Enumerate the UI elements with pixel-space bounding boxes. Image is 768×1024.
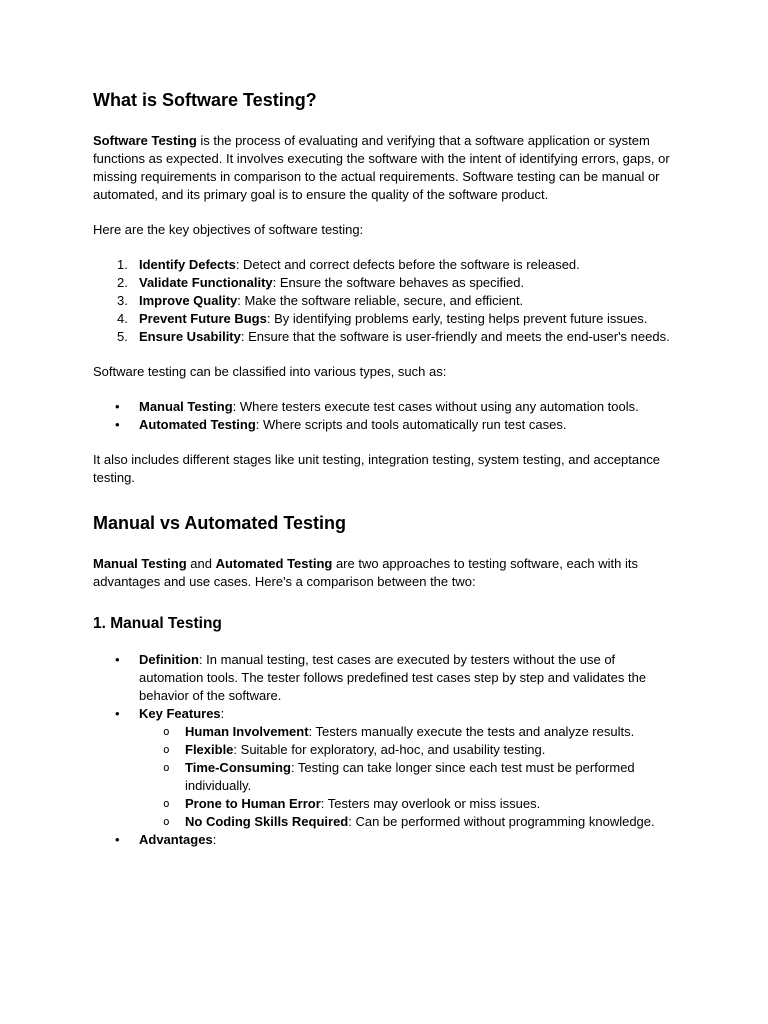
- list-number: 5.: [117, 329, 128, 344]
- feature-text: : Testers manually execute the tests and analyze results.: [308, 724, 635, 739]
- feature-item: [139, 723, 683, 741]
- key-features-list: [139, 723, 683, 831]
- manual-testing-term: Manual Testing: [93, 556, 187, 571]
- testing-type-term: Manual Testing: [139, 399, 233, 414]
- definition-text: : In manual testing, test cases are executed by testers without the use of automation tools. The tester follows predefined test cases step by step and validates the behavior of the software.: [139, 652, 647, 703]
- key-features-item: [93, 705, 683, 831]
- circle-bullet-icon: o: [163, 761, 170, 774]
- feature-item: [139, 813, 683, 831]
- feature-item: [139, 795, 683, 813]
- objective-term: Identify Defects: [139, 257, 236, 272]
- feature-text: : Can be performed without programming knowledge.: [348, 814, 655, 829]
- feature-item: [139, 759, 683, 795]
- objective-text: : Make the software reliable, secure, and efficient.: [237, 293, 524, 308]
- objective-text: : Ensure that the software is user-friendly and meets the end-user's needs.: [240, 329, 670, 344]
- automated-testing-term: Automated Testing: [215, 556, 333, 571]
- definition-term: Definition: [139, 652, 199, 667]
- objective-term: Validate Functionality: [139, 275, 273, 290]
- feature-term: Human Involvement: [185, 724, 309, 739]
- types-lead: Software testing can be classified into various types, such as:: [93, 364, 447, 379]
- intro-text: is the process of evaluating and verifying that a software application or system functions as expected. It involves executing the software with the intent of identifying errors, gaps, or missing requirements in comparison to the actual requirements. Software testing can be manual or automated, and its primary goal is to ensure the quality of the software product.: [93, 133, 670, 202]
- testing-type-item: [93, 416, 683, 434]
- objective-text: : By identifying problems early, testing helps prevent future issues.: [266, 311, 648, 326]
- list-number: 2.: [117, 275, 128, 290]
- heading-manual-vs-automated: Manual vs Automated Testing: [93, 513, 347, 533]
- feature-term: No Coding Skills Required: [185, 814, 349, 829]
- key-features-colon: :: [220, 706, 225, 721]
- key-features-term: Key Features: [139, 706, 221, 721]
- objective-term: Ensure Usability: [139, 329, 241, 344]
- circle-bullet-icon: o: [163, 815, 170, 828]
- testing-type-text: : Where scripts and tools automatically run test cases.: [255, 417, 567, 432]
- objective-item: [93, 256, 683, 274]
- objectives-lead: Here are the key objectives of software testing:: [93, 222, 364, 237]
- feature-term: Flexible: [185, 742, 234, 757]
- objective-item: [93, 310, 683, 328]
- objective-term: Improve Quality: [139, 293, 238, 308]
- heading-manual-testing: 1. Manual Testing: [93, 615, 222, 632]
- objective-item: [93, 328, 683, 346]
- feature-item: [139, 741, 683, 759]
- testing-types-list: [93, 398, 683, 434]
- feature-text: : Suitable for exploratory, ad-hoc, and usability testing.: [233, 742, 546, 757]
- definition-item: [93, 651, 683, 705]
- testing-type-item: [93, 398, 683, 416]
- manual-testing-list: [93, 651, 683, 849]
- circle-bullet-icon: o: [163, 743, 170, 756]
- list-number: 4.: [117, 311, 128, 326]
- intro-paragraph: [93, 132, 683, 204]
- objective-text: : Ensure the software behaves as specified.: [272, 275, 525, 290]
- objective-text: : Detect and correct defects before the software is released.: [235, 257, 580, 272]
- feature-text: : Testers may overlook or miss issues.: [320, 796, 541, 811]
- feature-term: Time-Consuming: [185, 760, 291, 775]
- heading-what-is-software-testing: What is Software Testing?: [93, 90, 317, 110]
- advantages-colon: :: [212, 832, 217, 847]
- comparison-intro: [93, 555, 683, 591]
- objective-item: [93, 274, 683, 292]
- feature-text: : Testing can take longer since each test must be performed individually.: [185, 760, 635, 793]
- document-body: [93, 88, 683, 866]
- advantages-item: [93, 831, 683, 849]
- stages-paragraph: It also includes different stages like unit testing, integration testing, system testing, and acceptance testing.: [93, 452, 661, 485]
- feature-term: Prone to Human Error: [185, 796, 321, 811]
- objective-item: [93, 292, 683, 310]
- testing-type-term: Automated Testing: [139, 417, 256, 432]
- objectives-list: [93, 256, 683, 346]
- and-text: and: [186, 556, 216, 571]
- testing-type-text: : Where testers execute test cases without using any automation tools.: [232, 399, 639, 414]
- circle-bullet-icon: o: [163, 725, 170, 738]
- circle-bullet-icon: o: [163, 797, 170, 810]
- intro-bold-term: Software Testing: [93, 133, 197, 148]
- comparison-text: are two approaches to testing software, each with its advantages and use cases. Here's a comparison between the two:: [93, 556, 639, 589]
- list-number: 3.: [117, 293, 128, 308]
- list-number: 1.: [117, 257, 128, 272]
- advantages-term: Advantages: [139, 832, 213, 847]
- objective-term: Prevent Future Bugs: [139, 311, 267, 326]
